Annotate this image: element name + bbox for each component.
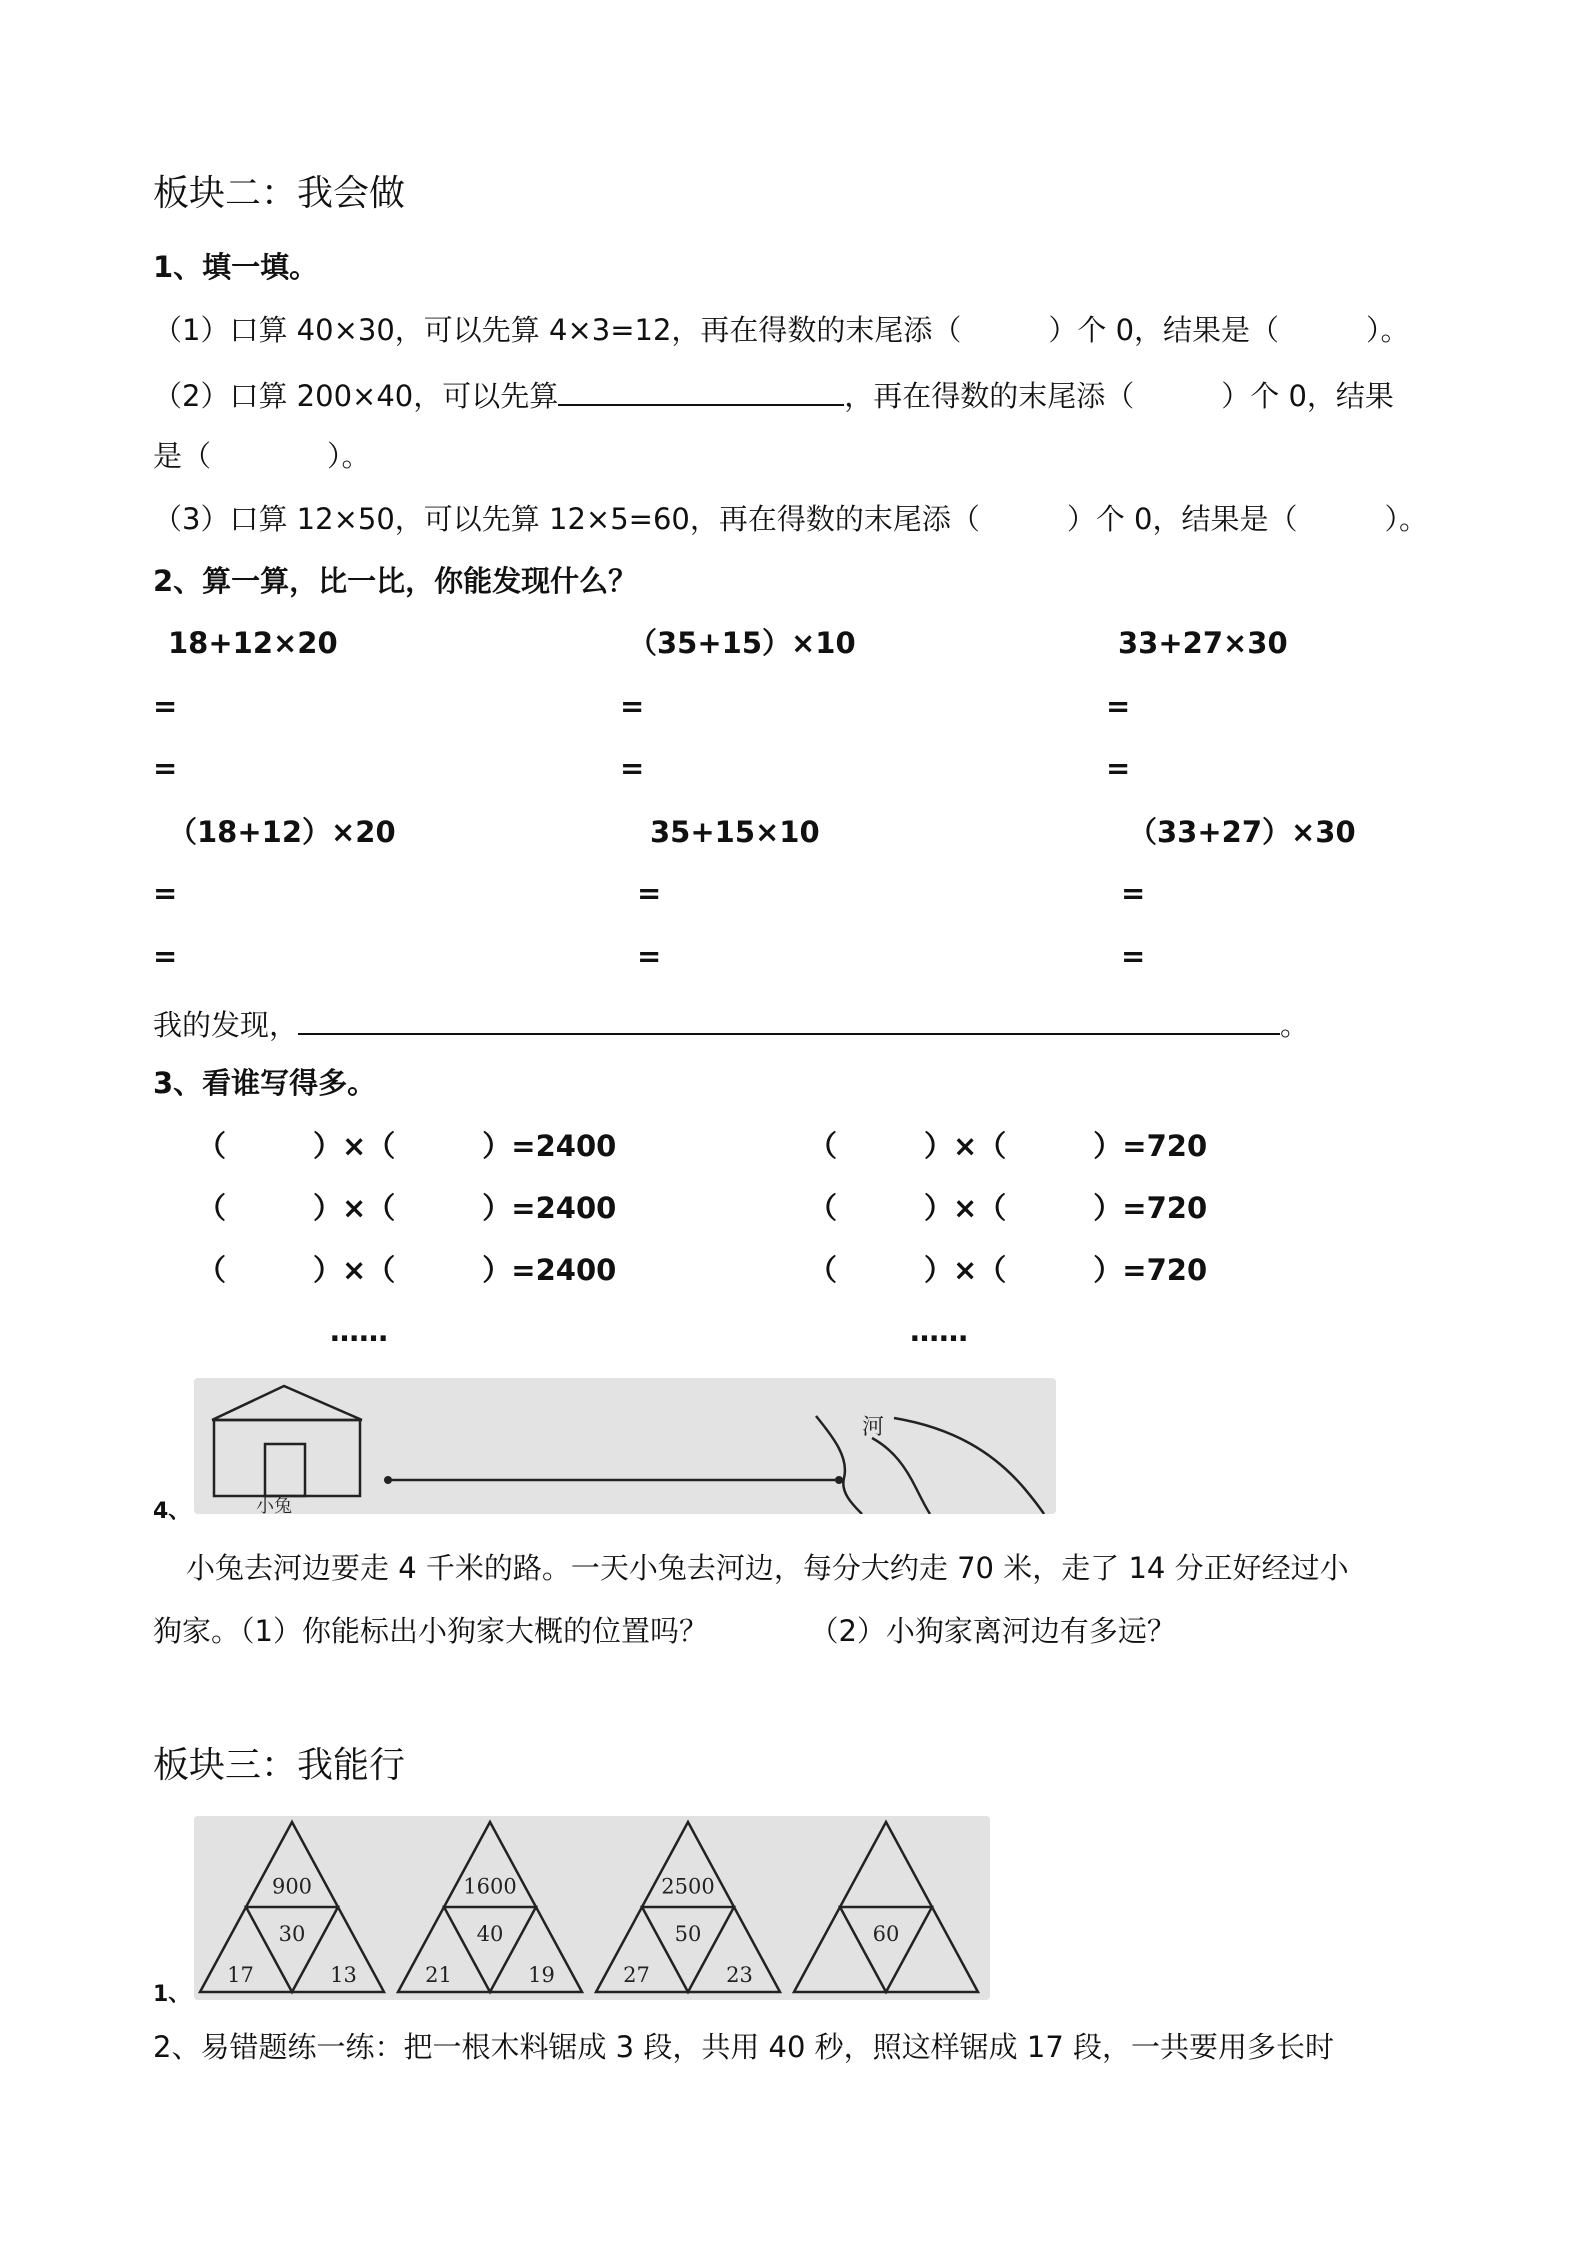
q2-finding — [153, 1003, 1309, 1044]
triangle-left-number: 17 — [227, 1963, 254, 1987]
q3-right-row: （ ）×（ ）=720 — [808, 1191, 1208, 1225]
q1-item-1: （1）口算 40×30，可以先算 4×3=12，再在得数的末尾添（ ）个 0，结果是（ ）。 — [153, 313, 1410, 347]
equals-sign: = — [153, 939, 178, 973]
q2-finding-end: 。 — [1280, 1008, 1310, 1042]
river-label: 河 — [862, 1415, 885, 1440]
q1-item-2-text-a: （2）口算 200×40，可以先算 — [153, 379, 559, 413]
equals-sign: = — [1121, 876, 1146, 910]
q2-finding-label: 我的发现， — [153, 1008, 299, 1042]
equals-sign: = — [637, 876, 662, 910]
q4-number: 4、 — [153, 1499, 191, 1524]
q4-text-line-1: 小兔去河边要走 4 千米的路。一天小兔去河边，每分大约走 70 米，走了 14 分正好经过小 — [186, 1551, 1349, 1585]
s3-q1-number: 1、 — [153, 1982, 191, 2007]
q2-finding-blank[interactable] — [298, 1003, 1280, 1035]
q1-item-2-text-b: ，再在得数的末尾添（ ）个 0，结果 — [844, 379, 1394, 413]
q2-title: 2、算一算，比一比，你能发现什么？ — [153, 564, 638, 598]
q3-left-row: （ ）×（ ）=2400 — [197, 1253, 617, 1287]
q4-text-line-2: 狗家。（1）你能标出小狗家大概的位置吗？ （2）小狗家离河边有多远？ — [153, 1614, 1176, 1648]
triangle-center-number: 40 — [476, 1922, 504, 1946]
equals-sign: = — [620, 751, 645, 785]
triangle-right-number: 19 — [528, 1963, 555, 1987]
q2-expr-1: 18+12×20 — [168, 626, 338, 660]
triangle-top-number: 900 — [271, 1874, 313, 1899]
q3-right-row: （ ）×（ ）=720 — [808, 1129, 1208, 1163]
triangle-puzzles-image — [194, 1816, 990, 2000]
equals-sign: = — [153, 876, 178, 910]
equals-sign: = — [620, 689, 645, 723]
triangle-center-number: 50 — [674, 1922, 702, 1946]
section-title-3: 板块三：我能行 — [153, 1745, 406, 1786]
q1-item-3: （3）口算 12×50，可以先算 12×5=60，再在得数的末尾添（ ）个 0，结果是（ ）。 — [153, 502, 1429, 536]
q2-expr-6: （33+27）×30 — [1128, 815, 1356, 849]
triangle-top-number: 1600 — [463, 1874, 517, 1899]
s3-q2-text: 2、易错题练一练：把一根木料锯成 3 段，共用 40 秒，照这样锯成 17 段，一共要用多长时 — [153, 2030, 1335, 2064]
q1-item-2-blank[interactable] — [558, 374, 844, 406]
equals-sign: = — [637, 939, 662, 973]
equals-sign: = — [1106, 751, 1131, 785]
triangle-right-number: 13 — [330, 1963, 357, 1987]
triangle-right-number: 23 — [726, 1963, 753, 1987]
section-title-2: 板块二：我会做 — [153, 173, 406, 214]
triangle-left-number: 21 — [425, 1963, 452, 1987]
q1-item-2-cont: 是（ ）。 — [153, 439, 371, 473]
q4-illustration-drawing — [194, 1378, 1056, 1514]
q2-expr-5: 35+15×10 — [650, 815, 820, 849]
q1-item-2 — [153, 374, 1394, 415]
q2-expr-4: （18+12）×20 — [168, 815, 396, 849]
q3-left-ellipsis: …… — [330, 1314, 388, 1348]
q4-illustration — [194, 1378, 1056, 1514]
q3-left-row: （ ）×（ ）=2400 — [197, 1129, 617, 1163]
triangle-puzzles-drawing — [194, 1816, 990, 2000]
triangle-center-number: 60 — [872, 1922, 900, 1946]
q3-right-row: （ ）×（ ）=720 — [808, 1253, 1208, 1287]
triangle-center-number: 30 — [278, 1922, 306, 1946]
triangle-top-number: 2500 — [661, 1874, 715, 1899]
equals-sign: = — [1106, 689, 1131, 723]
q2-expr-3: 33+27×30 — [1118, 626, 1288, 660]
q3-title: 3、看谁写得多。 — [153, 1066, 377, 1100]
q2-expr-2: （35+15）×10 — [628, 626, 856, 660]
rabbit-label: 小兔 — [256, 1496, 292, 1514]
q3-right-ellipsis: …… — [910, 1314, 968, 1348]
equals-sign: = — [153, 751, 178, 785]
triangle-left-number: 27 — [623, 1963, 650, 1987]
q3-left-row: （ ）×（ ）=2400 — [197, 1191, 617, 1225]
equals-sign: = — [153, 689, 178, 723]
equals-sign: = — [1121, 939, 1146, 973]
q1-title: 1、填一填。 — [153, 250, 319, 284]
